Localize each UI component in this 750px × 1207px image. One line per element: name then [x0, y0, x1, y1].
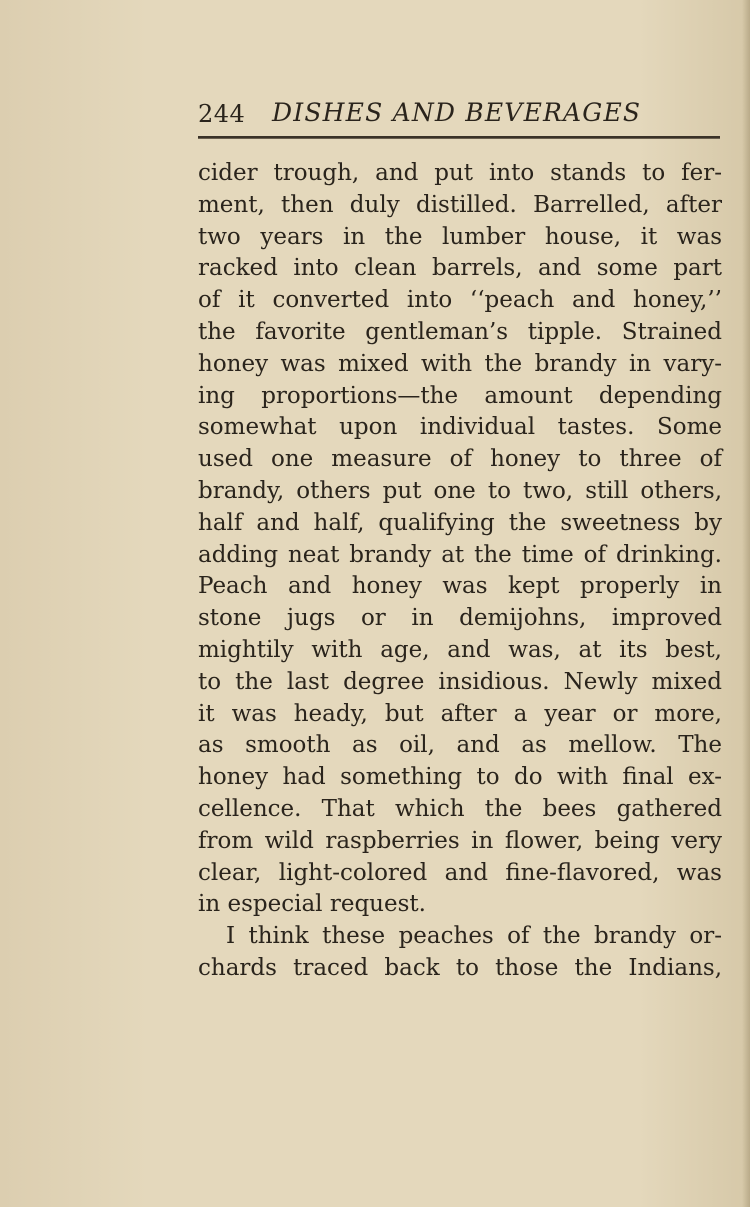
text-line: brandy, others put one to two, still others,	[198, 477, 722, 504]
text-line: from wild raspberries in flower, being very	[198, 827, 722, 854]
text-line: racked into clean barrels, and some part	[198, 255, 722, 282]
text-line: chards traced back to those the Indians,	[198, 954, 722, 981]
text-line: honey was mixed with the brandy in vary-	[198, 350, 722, 377]
text-line: Peach and honey was kept properly in	[198, 573, 722, 600]
text-line: mightily with age, and was, at its best,	[198, 636, 722, 663]
header-rule	[198, 136, 720, 139]
page-edge-shadow	[742, 0, 750, 1207]
page-number: 244	[198, 100, 246, 128]
text-line: cider trough, and put into stands to fer-	[198, 160, 722, 186]
text-line: ment, then duly distilled. Barrelled, after	[198, 191, 722, 218]
text-line: of it converted into ‘‘peach and honey,’’	[198, 287, 722, 314]
text-line: clear, light-colored and fine-flavored, was	[198, 859, 722, 886]
paragraph-start-line: I think these peaches of the brandy or-	[226, 923, 722, 950]
text-line: to the last degree insidious. Newly mixed	[198, 668, 722, 695]
body-text	[198, 158, 722, 985]
paragraph-end-line: in especial request.	[198, 891, 426, 918]
text-line: adding neat brandy at the time of drinking.	[198, 541, 722, 568]
text-line: it was heady, but after a year or more,	[198, 700, 722, 727]
text-line: honey had something to do with final ex-	[198, 764, 722, 791]
text-line: the favorite gentleman’s tipple. Strained	[198, 318, 722, 345]
text-line: half and half, qualifying the sweetness by	[198, 509, 722, 536]
text-line: stone jugs or in demijohns, improved	[198, 605, 722, 632]
text-line: used one measure of honey to three of	[198, 446, 722, 473]
page-header	[198, 96, 722, 132]
text-line: somewhat upon individual tastes. Some	[198, 414, 722, 441]
running-title: DISHES AND BEVERAGES	[272, 98, 642, 127]
text-line: cellence. That which the bees gathered	[198, 795, 722, 822]
text-line: ing proportions—the amount depending	[198, 382, 722, 409]
text-line: as smooth as oil, and as mellow. The	[198, 732, 722, 759]
text-line: two years in the lumber house, it was	[198, 223, 722, 250]
